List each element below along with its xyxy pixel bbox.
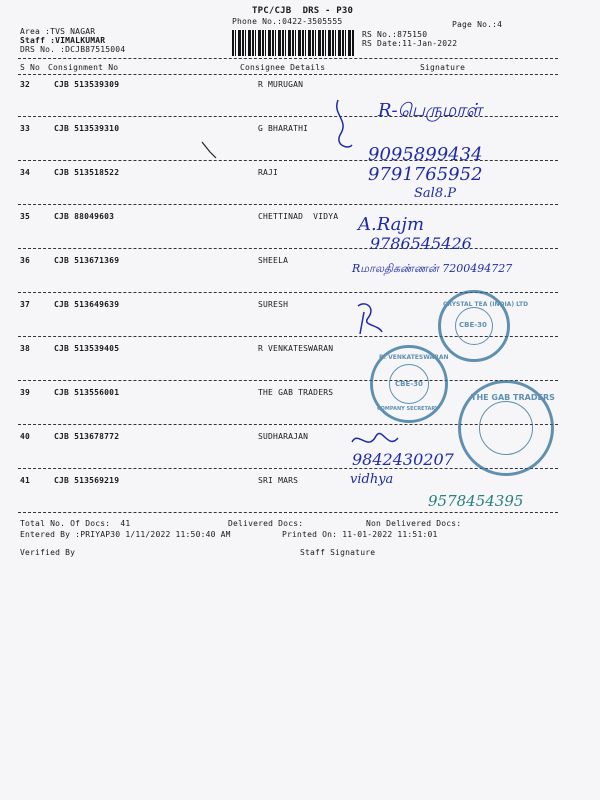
row-consignment: CJB 513569219 <box>54 476 120 485</box>
handwritten-name: vidhya <box>350 472 394 487</box>
non-delivered-docs: Non Delivered Docs: <box>366 519 462 528</box>
handwritten-phone: 9842430207 <box>352 450 454 469</box>
row-consignee: R VENKATESWARAN <box>258 344 334 353</box>
divider <box>18 248 558 249</box>
row-sno: 33 <box>20 124 31 133</box>
row-consignment: CJB 513518522 <box>54 168 120 177</box>
page-number: Page No.:4 <box>452 20 503 29</box>
col-header-signature: Signature <box>420 63 466 72</box>
company-stamp: CRYSTAL TEA (INDIA) LTD CBE-30 <box>438 290 510 362</box>
row-consignment: CJB 513539310 <box>54 124 120 133</box>
document-title: TPC/CJB DRS - P30 <box>252 6 354 16</box>
delivered-docs: Delivered Docs: <box>228 519 304 528</box>
row-consignee: SURESH <box>258 300 289 309</box>
divider <box>18 512 558 513</box>
row-consignment: CJB 513678772 <box>54 432 120 441</box>
row-consignee: SUDHARAJAN <box>258 432 309 441</box>
divider <box>18 380 558 381</box>
rs-number: RS No.:875150 <box>362 30 428 39</box>
row-consignee: RAJI <box>258 168 279 177</box>
row-consignee: G BHARATHI <box>258 124 309 133</box>
row-consignee: R MURUGAN <box>258 80 304 89</box>
traders-stamp: THE GAB TRADERS <box>458 380 554 476</box>
row-consignment: CJB 513539405 <box>54 344 120 353</box>
total-docs: Total No. Of Docs: 41 <box>20 519 131 528</box>
col-header-consignee: Consignee Details <box>240 63 326 72</box>
divider <box>18 468 558 469</box>
divider <box>18 58 558 59</box>
handwritten-phone: 9578454395 <box>428 492 524 510</box>
signature-scribble <box>330 95 360 155</box>
row-sno: 38 <box>20 344 31 353</box>
row-consignment: CJB 513556001 <box>54 388 120 397</box>
row-consignment: CJB 88049603 <box>54 212 115 221</box>
row-consignment: CJB 513671369 <box>54 256 120 265</box>
handwritten-signature: R-பெருமாள் <box>378 100 482 121</box>
row-sno: 36 <box>20 256 31 265</box>
row-sno: 37 <box>20 300 31 309</box>
printed-on: Printed On: 11-01-2022 11:51:01 <box>282 530 438 539</box>
signature-scribble <box>352 298 388 340</box>
col-header-consignment: Consignment No <box>48 63 119 72</box>
barcode <box>232 30 354 56</box>
rs-date: RS Date:11-Jan-2022 <box>362 39 458 48</box>
drs-number: DRS No. :DCJB87515004 <box>20 45 126 54</box>
handwritten-note: Sal8.P <box>414 186 456 201</box>
handwritten-phone: 9786545426 <box>370 234 472 253</box>
secretary-stamp: R. VENKATESWARAN CBE-30 COMPANY SECRETARY <box>370 345 448 423</box>
row-consignment: CJB 513539309 <box>54 80 120 89</box>
pen-mark <box>200 140 220 162</box>
area-label: Area :TVS NAGAR <box>20 27 96 36</box>
divider <box>18 74 558 75</box>
row-consignment: CJB 513649639 <box>54 300 120 309</box>
row-consignee: THE GAB TRADERS <box>258 388 334 397</box>
col-header-sno: S No <box>20 63 41 72</box>
phone-number: Phone No.:0422-3505555 <box>232 17 343 26</box>
staff-signature-label: Staff Signature <box>300 548 376 557</box>
handwritten-signature: A.Rajm <box>358 214 425 235</box>
row-sno: 32 <box>20 80 31 89</box>
handwritten-phone: 9791765952 <box>368 164 483 185</box>
row-sno: 34 <box>20 168 31 177</box>
handwritten-phone: 9095899434 <box>368 144 483 165</box>
row-sno: 35 <box>20 212 31 221</box>
verified-by-label: Verified By <box>20 548 76 557</box>
row-sno: 40 <box>20 432 31 441</box>
row-sno: 41 <box>20 476 31 485</box>
divider <box>18 204 558 205</box>
row-consignee: SHEELA <box>258 256 289 265</box>
row-consignee: SRI MARS <box>258 476 299 485</box>
handwritten-name-phone: Rமாலதிகண்ணன் 7200494727 <box>352 262 513 275</box>
row-consignee: CHETTINAD VIDYA <box>258 212 339 221</box>
entered-by: Entered By :PRIYAP30 1/11/2022 11:50:40 AM <box>20 530 231 539</box>
staff-label: Staff :VIMALKUMAR <box>20 36 106 45</box>
row-sno: 39 <box>20 388 31 397</box>
